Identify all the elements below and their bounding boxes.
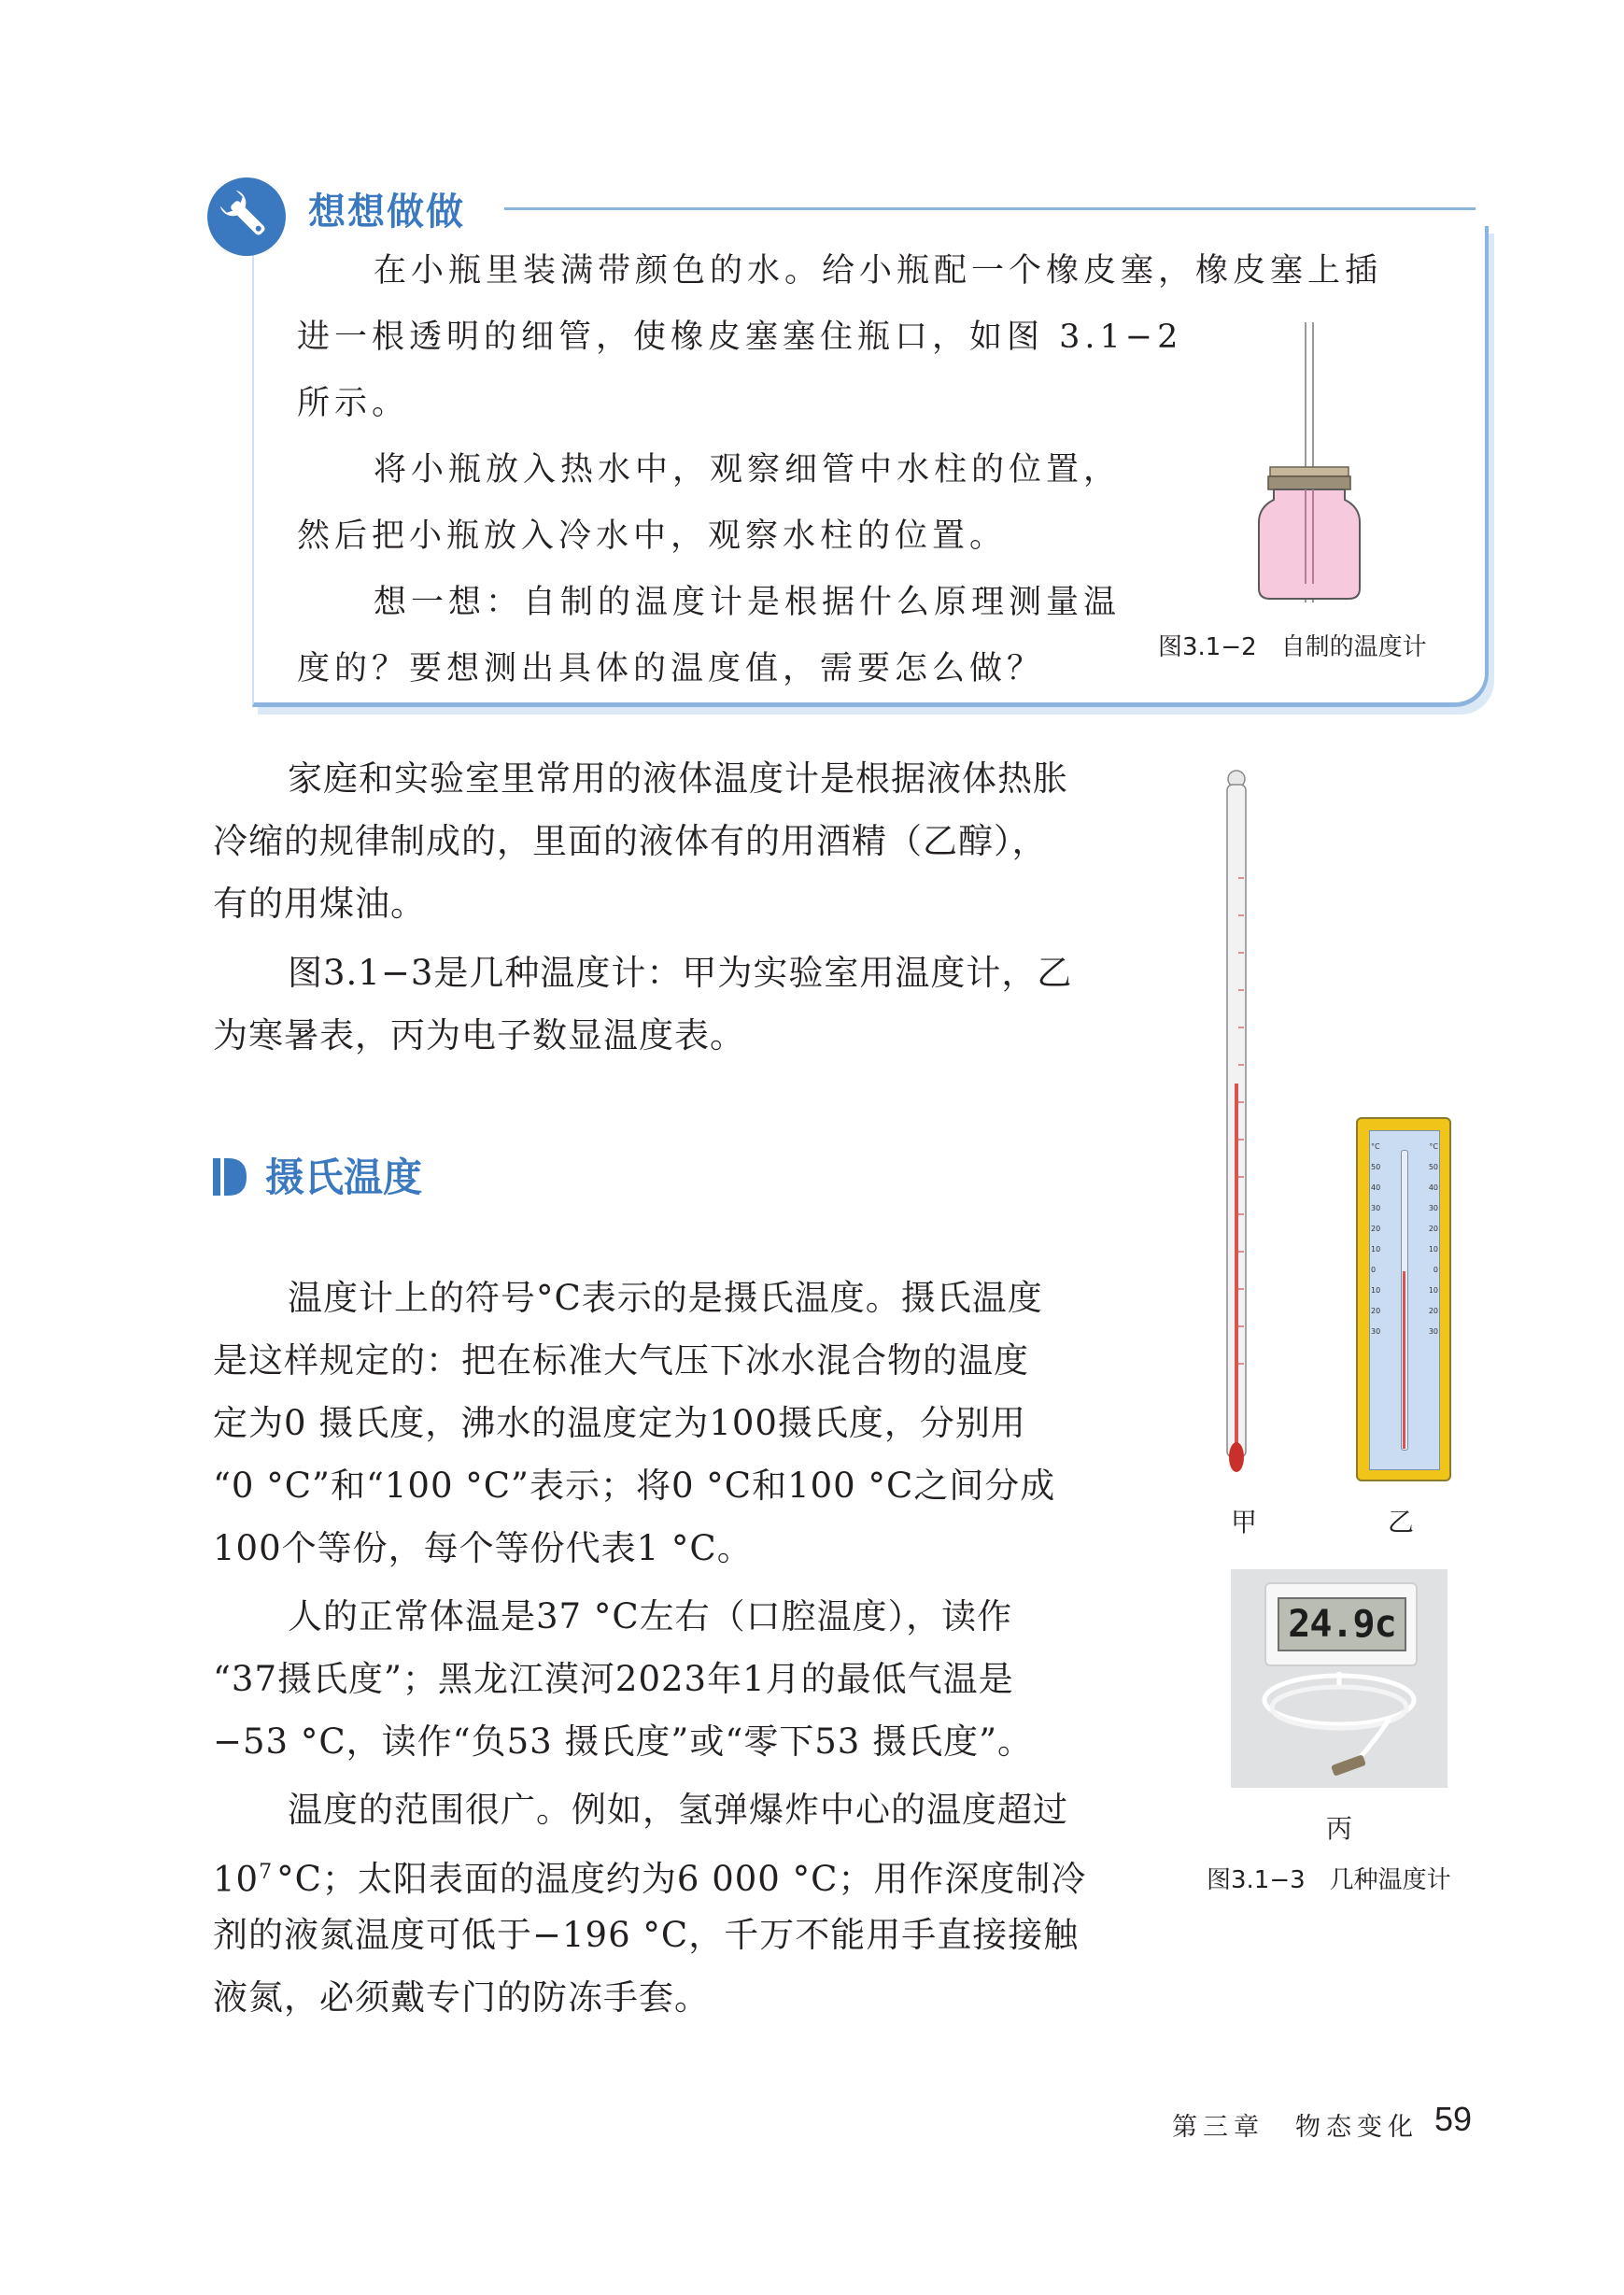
- section-line-12: 液氮，必须戴专门的防冻手套。: [213, 1977, 710, 2018]
- label-jia: 甲: [1231, 1507, 1258, 1537]
- activity-line-1: 在小瓶里装满带颜色的水。给小瓶配一个橡皮塞，橡皮塞上插: [374, 252, 1383, 290]
- footer-chapter: 第三章 物态变化: [1172, 2113, 1419, 2142]
- activity-line-3: 所示。: [297, 385, 410, 422]
- intro-line-1: 家庭和实验室里常用的液体温度计是根据液体热胀: [288, 758, 1068, 799]
- activity-line-2: 进一根透明的细管，使橡皮塞塞住瓶口，如图 3.1−2: [297, 319, 1183, 356]
- wrench-icon: [207, 177, 286, 256]
- digital-thermometer-body: [1264, 1582, 1418, 1666]
- activity-line-5: 然后把小瓶放入冷水中，观察水柱的位置。: [297, 517, 1008, 555]
- intro-line-2: 冷缩的规律制成的，里面的液体有的用酒精（乙醇），: [213, 821, 1048, 861]
- section-line-6: 人的正常体温是37 °C左右（口腔温度），读作: [288, 1596, 1013, 1636]
- section-line-11: 剂的液氮温度可低于−196 °C，千万不能用手直接接触: [213, 1915, 1080, 1955]
- figure-3-1-2-caption: 图3.1−2 自制的温度计: [1158, 633, 1427, 661]
- activity-title: 想想做做: [308, 191, 465, 234]
- section-line-4: “0 °C”和“100 °C”表示；将0 °C和100 °C之间分成: [213, 1466, 1056, 1506]
- section-line-2: 是这样规定的：把在标准大气压下冰水混合物的温度: [213, 1340, 1029, 1381]
- wall-thermometer-frame: [1356, 1117, 1451, 1481]
- activity-line-4: 将小瓶放入热水中，观察细管中水柱的位置，: [374, 451, 1122, 489]
- label-yi: 乙: [1388, 1507, 1415, 1537]
- section-line-10-text: °C；太阳表面的温度约为6 000 °C；用作深度制冷: [276, 1859, 1087, 1900]
- label-bing: 丙: [1326, 1813, 1353, 1844]
- section-line-8: −53 °C，读作“负53 摄氏度”或“零下53 摄氏度”。: [213, 1721, 1034, 1762]
- probe-cable: [1231, 1663, 1447, 1788]
- homemade-thermometer-bottle-figure: [1251, 322, 1373, 602]
- figure-3-1-3-caption: 图3.1−3 几种温度计: [1207, 1866, 1451, 1894]
- section-line-1: 温度计上的符号°C表示的是摄氏温度。摄氏温度: [288, 1278, 1043, 1318]
- digital-display: 24.9c: [1278, 1597, 1406, 1651]
- wall-thermometer-scale: °C °C 50 50 40 40 30 30 20 20 10 10 0 0 10 10 20 20 30 30: [1371, 1142, 1438, 1336]
- intro-line-3: 有的用煤油。: [213, 884, 426, 924]
- section-line-5: 100个等份，每个等份代表1 °C。: [213, 1528, 753, 1568]
- digital-thermometer-photo: [1231, 1569, 1447, 1788]
- activity-line-6: 想一想：自制的温度计是根据什么原理测量温: [374, 584, 1122, 621]
- power-base: 10: [213, 1859, 260, 1900]
- section-title: 摄氏温度: [265, 1155, 423, 1200]
- section-line-10: [213, 1841, 1086, 1910]
- intro-line-5: 为寒暑表，丙为电子数显温度表。: [213, 1015, 745, 1055]
- section-marker-icon: [213, 1158, 247, 1196]
- lab-thermometer-figure: [1220, 766, 1253, 1476]
- power-exponent: 7: [259, 1861, 274, 1884]
- activity-title-rule: [504, 207, 1476, 210]
- wall-thermometer-plate: [1369, 1130, 1440, 1470]
- section-line-3: 定为0 摄氏度，沸水的温度定为100摄氏度，分别用: [213, 1403, 1026, 1443]
- section-line-7: “37摄氏度”；黑龙江漠河2023年1月的最低气温是: [213, 1659, 1014, 1699]
- intro-line-4: 图3.1−3是几种温度计：甲为实验室用温度计，乙: [288, 953, 1073, 993]
- page-number: 59: [1434, 2100, 1473, 2138]
- section-line-9: 温度的范围很广。例如，氢弹爆炸中心的温度超过: [288, 1790, 1068, 1830]
- activity-line-7: 度的？要想测出具体的温度值，需要怎么做？: [297, 650, 1045, 687]
